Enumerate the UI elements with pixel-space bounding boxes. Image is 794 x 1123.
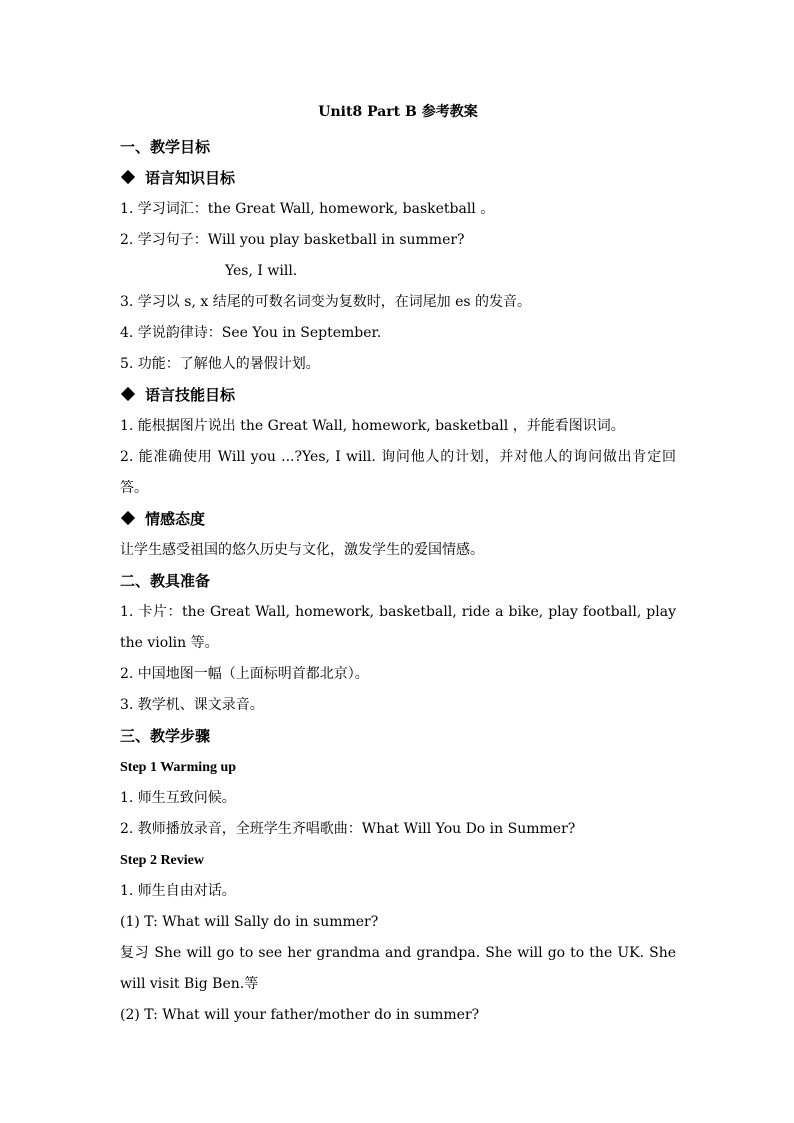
list-item: 1. 师生自由对话。 <box>120 883 236 899</box>
list-item: 1. 能根据图片说出 the Great Wall, homework, basketball ，并能看图识词。 <box>120 418 625 434</box>
list-item: 4. 学说韵律诗：See You in September. <box>120 325 382 341</box>
list-item: (1) T: What will Sally do in summer? <box>120 914 379 930</box>
list-item: 2. 学习句子：Will you play basketball in summer? <box>120 232 465 248</box>
document-page <box>120 100 676 1031</box>
list-item: 1. 学习词汇：the Great Wall, homework, basketball 。 <box>120 201 495 217</box>
list-item: 2. 中国地图一幅（上面标明首都北京）。 <box>120 666 369 682</box>
section-heading-steps: 三、教学步骤 <box>120 727 211 745</box>
paragraph: 复习 She will go to see her grandma and grandpa. She will go to the UK. She will visit Big Ben.等 <box>120 945 676 992</box>
diamond-bullet-icon <box>121 170 135 184</box>
list-item: 5. 功能：了解他人的暑假计划。 <box>120 356 320 372</box>
list-item: 2. 教师播放录音，全班学生齐唱歌曲：What Will You Do in Summer? <box>120 821 576 837</box>
step-heading: Step 1 Warming up <box>120 760 237 775</box>
section-heading-goals: 一、教学目标 <box>120 138 211 156</box>
paragraph: 让学生感受祖国的悠久历史与文化，激发学生的爱国情感。 <box>120 542 484 558</box>
diamond-bullet-icon <box>121 387 135 401</box>
list-item: (2) T: What will your father/mother do in summer? <box>120 1007 480 1023</box>
list-item: Yes, I will. <box>225 263 298 279</box>
subheading-skills: 语言技能目标 <box>120 380 676 411</box>
list-item: 2. 能准确使用 Will you ...?Yes, I will. 询问他人的计划，并对他人的询问做出肯定回答。 <box>120 449 676 496</box>
list-item: 1. 卡片：the Great Wall, homework, basketball, ride a bike, play football, play the violin 等。 <box>120 604 676 651</box>
list-item: 1. 师生互致问候。 <box>120 790 236 806</box>
list-item: 3. 学习以 s, x 结尾的可数名词变为复数时，在词尾加 es 的发音。 <box>120 294 532 310</box>
step-heading: Step 2 Review <box>120 853 204 868</box>
subheading-knowledge: 语言知识目标 <box>120 163 676 194</box>
diamond-bullet-icon <box>121 511 135 525</box>
subheading-attitude: 情感态度 <box>120 504 676 535</box>
list-item: 3. 教学机、课文录音。 <box>120 697 264 713</box>
page-title: Unit8 Part B 参考教案 <box>318 104 478 120</box>
section-heading-materials: 二、教具准备 <box>120 572 211 590</box>
